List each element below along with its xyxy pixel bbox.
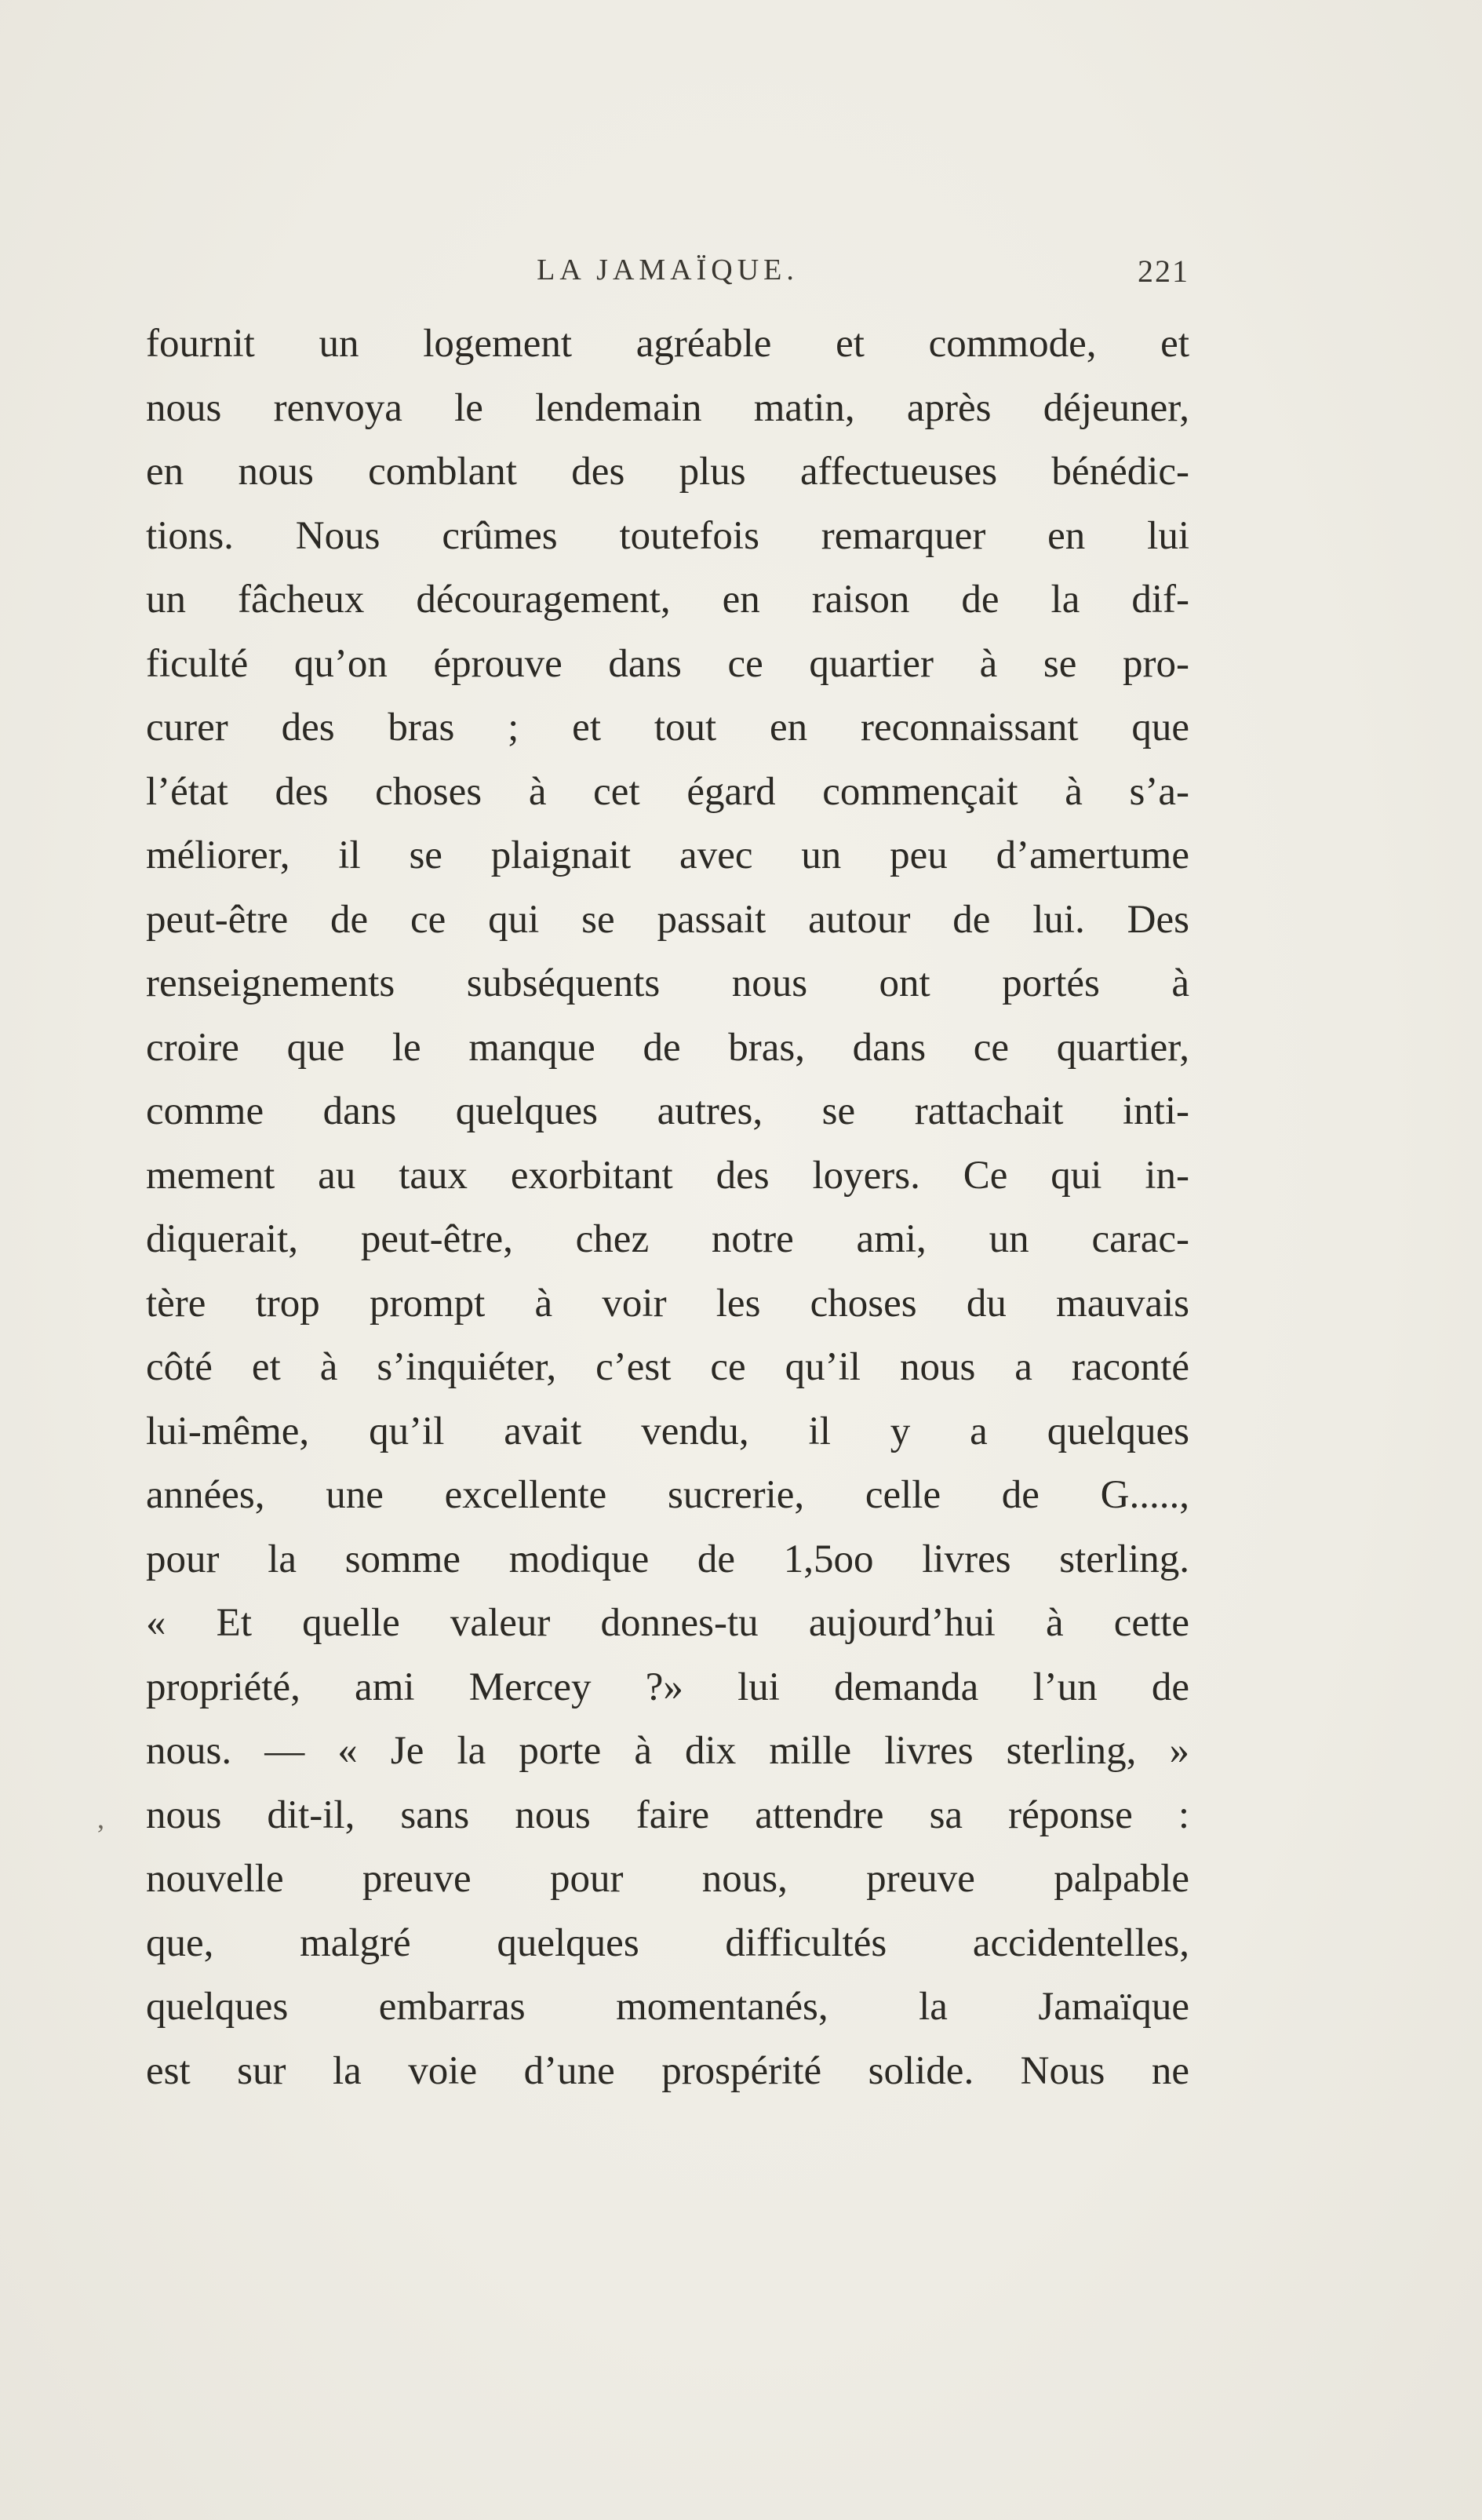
text-line: nous. — « Je la porte à dix mille livres sterling, » — [146, 1729, 1189, 1773]
text-line: « Et quelle valeur donnes-tu aujourd’hui à cette — [146, 1601, 1189, 1645]
text-line: tère trop prompt à voir les choses du mauvais — [146, 1281, 1189, 1326]
body-text — [146, 312, 1189, 2103]
text-line: ficulté qu’on éprouve dans ce quartier à se pro- — [146, 641, 1189, 686]
text-line: quelques embarras momentanés, la Jamaïque — [146, 1985, 1189, 2029]
text-line: est sur la voie d’une prospérité solide. Nous ne — [146, 2048, 1189, 2093]
text-line: côté et à s’inquiéter, c’est ce qu’il nous a raconté — [146, 1345, 1189, 1389]
text-line: pour la somme modique de 1,5oo livres sterling. — [146, 1537, 1189, 1581]
running-title: LA JAMAÏQUE. — [537, 253, 799, 286]
text-line: que, malgré quelques difficultés accidentelles, — [146, 1920, 1189, 1965]
text-line: lui-même, qu’il avait vendu, il y a quelques — [146, 1409, 1189, 1453]
running-head — [146, 253, 1189, 300]
text-line: en nous comblant des plus affectueuses bénédic- — [146, 450, 1189, 494]
margin-mark: , — [97, 1803, 104, 1834]
text-line: renseignements subséquents nous ont portés à — [146, 961, 1189, 1005]
page-number: 221 — [1138, 253, 1189, 289]
text-line: comme dans quelques autres, se rattachait inti- — [146, 1089, 1189, 1133]
text-line: années, une excellente sucrerie, celle de G....., — [146, 1473, 1189, 1517]
text-line: l’état des choses à cet égard commençait à s’a- — [146, 769, 1189, 814]
text-line: nous dit-il, sans nous faire attendre sa réponse : — [146, 1792, 1189, 1837]
text-line: croire que le manque de bras, dans ce quartier, — [146, 1025, 1189, 1070]
text-line: un fâcheux découragement, en raison de la dif- — [146, 578, 1189, 622]
text-line: propriété, ami Mercey ?» lui demanda l’un de — [146, 1665, 1189, 1709]
text-line: curer des bras ; et tout en reconnaissant que — [146, 706, 1189, 749]
text-line: tions. Nous crûmes toutefois remarquer en lui — [146, 513, 1189, 558]
text-line: diquerait, peut-être, chez notre ami, un carac- — [146, 1217, 1189, 1261]
text-line: peut-être de ce qui se passait autour de lui. Des — [146, 897, 1189, 942]
text-line: nous renvoya le lendemain matin, après déjeuner, — [146, 385, 1189, 430]
text-line: nouvelle preuve pour nous, preuve palpable — [146, 1857, 1189, 1901]
text-line: fournit un logement agréable et commode, et — [146, 322, 1189, 366]
text-line: méliorer, il se plaignait avec un peu d’amertume — [146, 833, 1189, 877]
text-line: mement au taux exorbitant des loyers. Ce qui in- — [146, 1153, 1189, 1198]
